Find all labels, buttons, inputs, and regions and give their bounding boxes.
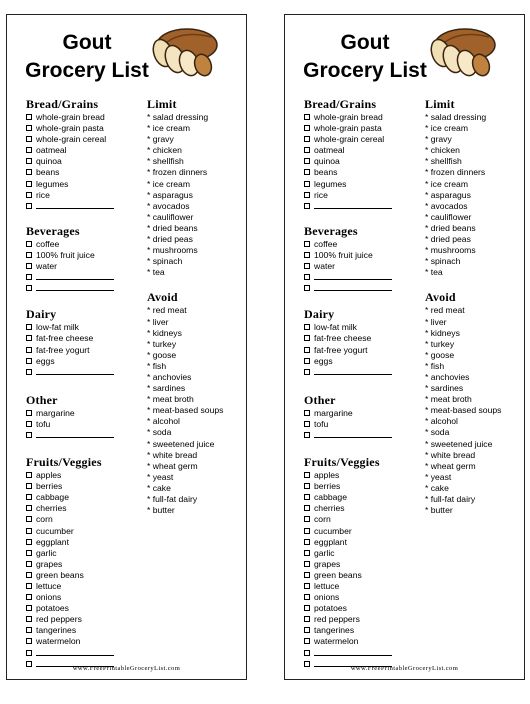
- checkbox[interactable]: [26, 572, 32, 578]
- checklist-item[interactable]: fat-free yogurt: [26, 345, 144, 356]
- checklist-item[interactable]: whole-grain cereal: [304, 134, 422, 145]
- avoid-item: * kidneys: [147, 327, 182, 338]
- heading-limit: Limit: [147, 97, 177, 111]
- checkbox[interactable]: [304, 358, 310, 364]
- checklist-item[interactable]: cherries: [26, 503, 144, 514]
- checkbox[interactable]: [304, 203, 310, 209]
- blank-line[interactable]: [314, 648, 392, 656]
- checkbox[interactable]: [304, 483, 310, 489]
- limit-item: * mushrooms: [147, 245, 198, 256]
- checklist-item[interactable]: eggplant: [26, 537, 144, 548]
- avoid-item: * butter: [425, 505, 453, 516]
- checkbox[interactable]: [304, 539, 310, 545]
- limit-item: * dried peas: [425, 234, 471, 245]
- checkbox[interactable]: [26, 158, 32, 164]
- limit-item: * chicken: [425, 145, 460, 156]
- avoid-item: * meat-based soups: [425, 405, 502, 416]
- footer-url[interactable]: www.FreePrintableGroceryList.com: [350, 665, 459, 672]
- checkbox[interactable]: [26, 347, 32, 353]
- title-line-1: Gout: [340, 31, 390, 54]
- checklist-item[interactable]: coffee: [304, 239, 422, 250]
- checkbox[interactable]: [304, 114, 310, 120]
- avoid-item: * kidneys: [425, 327, 460, 338]
- checklist-item[interactable]: quinoa: [26, 156, 144, 167]
- limit-item: * ice cream: [147, 178, 190, 189]
- checkbox[interactable]: [26, 252, 32, 258]
- checkbox[interactable]: [304, 158, 310, 164]
- checkbox[interactable]: [304, 421, 310, 427]
- checklist-item[interactable]: rice: [26, 190, 144, 201]
- checkbox[interactable]: [304, 583, 310, 589]
- avoid-item: * sweetened juice: [425, 438, 493, 449]
- checkbox[interactable]: [26, 192, 32, 198]
- checkbox[interactable]: [26, 472, 32, 478]
- avoid-item: * liver: [147, 316, 169, 327]
- checkbox[interactable]: [304, 192, 310, 198]
- limit-item: * dried peas: [147, 234, 193, 245]
- heading-dairy: Dairy: [26, 307, 57, 322]
- checkbox[interactable]: [304, 516, 310, 522]
- avoid-item: * wheat germ: [425, 460, 476, 471]
- heading-limit: Limit: [425, 97, 455, 111]
- checklist-item[interactable]: tofu: [26, 419, 144, 430]
- checklist-item[interactable]: cabbage: [26, 492, 144, 503]
- avoid-item: * red meat: [147, 305, 187, 316]
- checklist-item[interactable]: whole-grain pasta: [304, 123, 422, 134]
- checklist-item[interactable]: apples: [26, 470, 144, 481]
- checkbox[interactable]: [304, 528, 310, 534]
- limit-item: * gravy: [425, 134, 452, 145]
- checkbox[interactable]: [304, 274, 310, 280]
- checkbox[interactable]: [304, 605, 310, 611]
- checkbox[interactable]: [304, 263, 310, 269]
- blank-line[interactable]: [314, 272, 392, 280]
- checklist-item[interactable]: garlic: [26, 548, 144, 559]
- checkbox[interactable]: [26, 627, 32, 633]
- checkbox[interactable]: [304, 136, 310, 142]
- blank-line[interactable]: [314, 201, 392, 209]
- avoid-item: * goose: [425, 349, 455, 360]
- checkbox[interactable]: [304, 505, 310, 511]
- avoid-item: * cake: [425, 482, 449, 493]
- avoid-item: * anchovies: [147, 371, 192, 382]
- checklist-blank[interactable]: [26, 367, 144, 378]
- checklist-item[interactable]: fat-free cheese: [304, 333, 422, 344]
- avoid-item: * yeast: [147, 471, 174, 482]
- blank-line[interactable]: [36, 648, 114, 656]
- avoid-item: * white bread: [425, 449, 476, 460]
- checklist-item[interactable]: tangerines: [26, 625, 144, 636]
- checklist-item[interactable]: whole-grain bread: [26, 112, 144, 123]
- heading-other: Other: [304, 392, 336, 407]
- checklist-item[interactable]: grapes: [26, 559, 144, 570]
- avoid-item: * fish: [147, 360, 167, 371]
- checkbox[interactable]: [26, 432, 32, 438]
- heading-beverages: Beverages: [26, 223, 80, 238]
- heading-beverages: Beverages: [304, 223, 358, 238]
- checkbox[interactable]: [304, 147, 310, 153]
- limit-item: * avocados: [147, 200, 190, 211]
- checkbox[interactable]: [26, 324, 32, 330]
- checkbox[interactable]: [304, 561, 310, 567]
- avoid-item: * soda: [425, 427, 450, 438]
- checkbox[interactable]: [304, 616, 310, 622]
- checkbox[interactable]: [304, 550, 310, 556]
- limit-item: * ice cream: [425, 178, 468, 189]
- blank-line[interactable]: [36, 272, 114, 280]
- limit-item: * mushrooms: [425, 245, 476, 256]
- checklist-blank[interactable]: [304, 367, 422, 378]
- checkbox[interactable]: [26, 169, 32, 175]
- avoid-item: * fish: [425, 360, 445, 371]
- checkbox[interactable]: [304, 594, 310, 600]
- limit-item: * asparagus: [147, 189, 193, 200]
- checklist-item[interactable]: water: [304, 261, 422, 272]
- checkbox[interactable]: [26, 410, 32, 416]
- checkbox[interactable]: [26, 181, 32, 187]
- checklist-item[interactable]: corn: [304, 514, 422, 525]
- checklist-item[interactable]: low-fat milk: [26, 322, 144, 333]
- checklist-item[interactable]: potatoes: [304, 603, 422, 614]
- avoid-item: * sardines: [425, 383, 464, 394]
- checklist-item[interactable]: rice: [304, 190, 422, 201]
- checklist-item[interactable]: fat-free yogurt: [304, 345, 422, 356]
- limit-item: * chicken: [147, 145, 182, 156]
- checklist-blank[interactable]: [304, 283, 422, 294]
- column-right: [147, 97, 247, 516]
- checkbox[interactable]: [304, 181, 310, 187]
- avoid-item: * alcohol: [425, 416, 458, 427]
- checklist-item[interactable]: low-fat milk: [304, 322, 422, 333]
- checkbox[interactable]: [26, 203, 32, 209]
- avoid-item: * anchovies: [425, 371, 470, 382]
- limit-item: * frozen dinners: [425, 167, 486, 178]
- blank-line[interactable]: [314, 367, 392, 375]
- heading-bread-grains: Bread/Grains: [26, 97, 99, 111]
- checklist-blank[interactable]: [304, 430, 422, 441]
- avoid-item: * liver: [425, 316, 447, 327]
- limit-item: * salad dressing: [425, 112, 487, 122]
- limit-item: * dried beans: [147, 222, 198, 233]
- limit-item: * shellfish: [147, 156, 184, 167]
- card-title: [285, 29, 445, 85]
- bread-icon: [149, 23, 221, 77]
- limit-item: * frozen dinners: [147, 167, 208, 178]
- checklist-item[interactable]: margarine: [304, 408, 422, 419]
- checkbox[interactable]: [26, 483, 32, 489]
- grocery-card-right: [284, 14, 525, 680]
- heading-bread-grains: Bread/Grains: [304, 97, 377, 111]
- blank-line[interactable]: [36, 201, 114, 209]
- blank-line[interactable]: [36, 367, 114, 375]
- heading-dairy: Dairy: [304, 307, 335, 322]
- limit-item: * shellfish: [425, 156, 462, 167]
- checkbox[interactable]: [26, 605, 32, 611]
- checklist-item[interactable]: potatoes: [26, 603, 144, 614]
- blank-line[interactable]: [36, 283, 114, 291]
- limit-item: * gravy: [147, 134, 174, 145]
- title-line-1: Gout: [62, 31, 112, 54]
- heading-other: Other: [26, 392, 58, 407]
- limit-item: * cauliflower: [425, 211, 472, 222]
- limit-item: * spinach: [425, 256, 461, 267]
- blank-line[interactable]: [314, 430, 392, 438]
- checkbox[interactable]: [26, 358, 32, 364]
- checkbox[interactable]: [26, 638, 32, 644]
- heading-fruits-veggies: Fruits/Veggies: [26, 455, 102, 470]
- checklist-item[interactable]: quinoa: [304, 156, 422, 167]
- checklist-item[interactable]: oatmeal: [304, 145, 422, 156]
- checkbox[interactable]: [26, 147, 32, 153]
- limit-item: * salad dressing: [147, 112, 209, 122]
- checkbox[interactable]: [26, 421, 32, 427]
- column-right: [425, 97, 525, 516]
- avoid-item: * meat broth: [425, 394, 472, 405]
- limit-item: * dried beans: [425, 222, 476, 233]
- limit-item: * tea: [147, 267, 165, 278]
- checklist-item[interactable]: red peppers: [304, 614, 422, 625]
- checklist-item[interactable]: beans: [26, 167, 144, 178]
- checkbox[interactable]: [304, 169, 310, 175]
- checkbox[interactable]: [26, 136, 32, 142]
- checklist-item[interactable]: lettuce: [304, 581, 422, 592]
- checklist-item[interactable]: fat-free cheese: [26, 333, 144, 344]
- limit-item: * avocados: [425, 200, 468, 211]
- checklist-item[interactable]: cucumber: [26, 526, 144, 537]
- checklist-item[interactable]: grapes: [304, 559, 422, 570]
- avoid-item: * yeast: [425, 471, 452, 482]
- checklist-item[interactable]: legumes: [304, 179, 422, 190]
- heading-fruits-veggies: Fruits/Veggies: [304, 455, 380, 470]
- title-line-2: Grocery List: [25, 59, 149, 82]
- checklist-item[interactable]: lettuce: [26, 581, 144, 592]
- column-left: [304, 97, 422, 670]
- checkbox[interactable]: [26, 263, 32, 269]
- avoid-item: * turkey: [147, 338, 177, 349]
- checkbox[interactable]: [26, 583, 32, 589]
- checklist-item[interactable]: green beans: [304, 570, 422, 581]
- checklist-item[interactable]: legumes: [26, 179, 144, 190]
- checklist-item[interactable]: water: [26, 261, 144, 272]
- checklist-item[interactable]: whole-grain cereal: [26, 134, 144, 145]
- checklist-item[interactable]: green beans: [26, 570, 144, 581]
- avoid-item: * full-fat dairy: [425, 494, 476, 504]
- checkbox[interactable]: [304, 241, 310, 247]
- checklist-item[interactable]: corn: [26, 514, 144, 525]
- checklist-item[interactable]: onions: [26, 592, 144, 603]
- checklist-item[interactable]: cherries: [304, 503, 422, 514]
- checkbox[interactable]: [26, 561, 32, 567]
- checklist-blank[interactable]: [26, 283, 144, 294]
- avoid-item: * butter: [147, 505, 175, 516]
- checklist-item[interactable]: watermelon: [26, 636, 144, 647]
- checklist-item[interactable]: garlic: [304, 548, 422, 559]
- avoid-item: * white bread: [147, 449, 198, 460]
- checklist-item[interactable]: tofu: [304, 419, 422, 430]
- avoid-item: * goose: [147, 349, 177, 360]
- avoid-item: * sweetened juice: [147, 438, 215, 449]
- card-title: [7, 29, 167, 85]
- checkbox[interactable]: [304, 125, 310, 131]
- limit-item: * ice cream: [147, 123, 190, 134]
- checklist-item[interactable]: eggs: [26, 356, 144, 367]
- heading-avoid: Avoid: [425, 290, 456, 305]
- checklist-item[interactable]: 100% fruit juice: [26, 250, 144, 261]
- checklist-item[interactable]: apples: [304, 470, 422, 481]
- checkbox[interactable]: [304, 324, 310, 330]
- avoid-item: * wheat germ: [147, 460, 198, 471]
- avoid-item: * meat-based soups: [147, 405, 224, 416]
- checklist-item[interactable]: berries: [26, 481, 144, 492]
- checkbox[interactable]: [304, 335, 310, 341]
- avoid-item: * soda: [147, 427, 172, 438]
- limit-item: * ice cream: [425, 123, 468, 134]
- blank-line[interactable]: [314, 283, 392, 291]
- checkbox[interactable]: [304, 494, 310, 500]
- checklist-item[interactable]: whole-grain pasta: [26, 123, 144, 134]
- checklist-blank[interactable]: [26, 648, 144, 659]
- checklist-item[interactable]: margarine: [26, 408, 144, 419]
- checklist-item[interactable]: eggs: [304, 356, 422, 367]
- checklist-item[interactable]: watermelon: [304, 636, 422, 647]
- checkbox[interactable]: [26, 650, 32, 656]
- checkbox[interactable]: [304, 410, 310, 416]
- checklist-blank[interactable]: [304, 272, 422, 283]
- column-left: [26, 97, 144, 670]
- checkbox[interactable]: [26, 616, 32, 622]
- grocery-card-left: [6, 14, 247, 680]
- checklist-item[interactable]: cucumber: [304, 526, 422, 537]
- checklist-item[interactable]: beans: [304, 167, 422, 178]
- checkbox[interactable]: [304, 472, 310, 478]
- checklist-item[interactable]: eggplant: [304, 537, 422, 548]
- checklist-item[interactable]: cabbage: [304, 492, 422, 503]
- checkbox[interactable]: [304, 432, 310, 438]
- checkbox[interactable]: [304, 347, 310, 353]
- checkbox[interactable]: [26, 125, 32, 131]
- checkbox[interactable]: [26, 528, 32, 534]
- limit-item: * asparagus: [425, 189, 471, 200]
- avoid-item: * meat broth: [147, 394, 194, 405]
- checklist-item[interactable]: onions: [304, 592, 422, 603]
- checkbox[interactable]: [304, 627, 310, 633]
- checkbox[interactable]: [26, 241, 32, 247]
- checklist-item[interactable]: whole-grain bread: [304, 112, 422, 123]
- checklist-item[interactable]: tangerines: [304, 625, 422, 636]
- checkbox[interactable]: [304, 285, 310, 291]
- avoid-item: * sardines: [147, 383, 186, 394]
- checkbox[interactable]: [304, 650, 310, 656]
- bread-icon: [427, 23, 499, 77]
- blank-line[interactable]: [36, 430, 114, 438]
- checkbox[interactable]: [26, 516, 32, 522]
- checklist-blank[interactable]: [26, 430, 144, 441]
- checklist-blank[interactable]: [304, 201, 422, 212]
- checkbox[interactable]: [26, 285, 32, 291]
- avoid-item: * alcohol: [147, 416, 180, 427]
- checklist-item[interactable]: red peppers: [26, 614, 144, 625]
- checklist-item[interactable]: oatmeal: [26, 145, 144, 156]
- checkbox[interactable]: [26, 369, 32, 375]
- checklist-blank[interactable]: [26, 272, 144, 283]
- limit-item: * tea: [425, 267, 443, 278]
- avoid-item: * turkey: [425, 338, 455, 349]
- checkbox[interactable]: [304, 638, 310, 644]
- checkbox[interactable]: [26, 539, 32, 545]
- footer-url[interactable]: www.FreePrintableGroceryList.com: [72, 665, 181, 672]
- checkbox[interactable]: [26, 594, 32, 600]
- checkbox[interactable]: [304, 252, 310, 258]
- checkbox[interactable]: [26, 274, 32, 280]
- heading-avoid: Avoid: [147, 290, 178, 305]
- checkbox[interactable]: [26, 335, 32, 341]
- limit-item: * cauliflower: [147, 211, 194, 222]
- checkbox[interactable]: [26, 494, 32, 500]
- checkbox[interactable]: [26, 550, 32, 556]
- checkbox[interactable]: [304, 572, 310, 578]
- checklist-blank[interactable]: [26, 201, 144, 212]
- checklist-item[interactable]: coffee: [26, 239, 144, 250]
- checklist-item[interactable]: 100% fruit juice: [304, 250, 422, 261]
- checklist-blank[interactable]: [304, 648, 422, 659]
- checkbox[interactable]: [26, 114, 32, 120]
- checkbox[interactable]: [26, 505, 32, 511]
- checkbox[interactable]: [304, 369, 310, 375]
- checklist-item[interactable]: berries: [304, 481, 422, 492]
- limit-item: * spinach: [147, 256, 183, 267]
- avoid-item: * red meat: [425, 305, 465, 316]
- avoid-item: * cake: [147, 482, 171, 493]
- avoid-item: * full-fat dairy: [147, 494, 198, 504]
- title-line-2: Grocery List: [303, 59, 427, 82]
